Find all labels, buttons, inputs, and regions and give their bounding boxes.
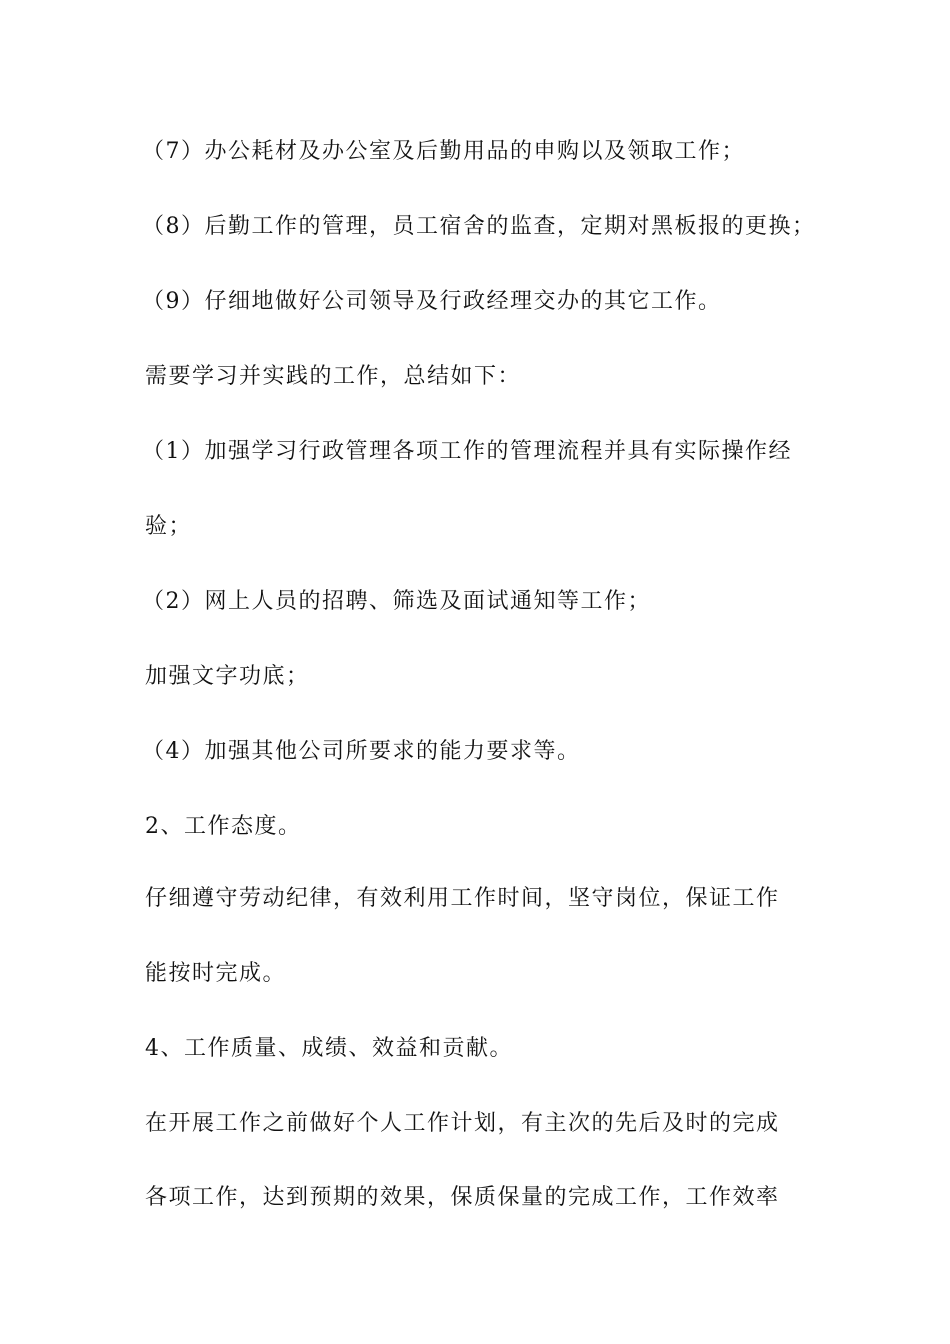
text-line-12: 能按时完成。	[145, 961, 287, 986]
text-line-7: （2）网上人员的招聘、筛选及面试通知等工作；	[142, 589, 651, 614]
text-line-15: 各项工作，达到预期的效果，保质保量的完成工作，工作效率	[145, 1185, 780, 1210]
text-line-9: （4）加强其他公司所要求的能力要求等。	[142, 739, 581, 764]
text-line-6: 验；	[145, 514, 193, 539]
text-line-2: （8）后勤工作的管理，员工宿舍的监查，定期对黑板报的更换；	[142, 214, 816, 239]
text-line-13: 4、工作质量、成绩、效益和贡献。	[145, 1036, 513, 1061]
text-line-8: 加强文字功底；	[145, 664, 310, 689]
text-line-14: 在开展工作之前做好个人工作计划，有主次的先后及时的完成	[145, 1111, 780, 1136]
text-line-10: 2、工作态度。	[145, 814, 302, 839]
text-line-4: 需要学习并实践的工作，总结如下：	[145, 364, 522, 389]
text-line-5: （1）加强学习行政管理各项工作的管理流程并具有实际操作经	[142, 439, 792, 464]
text-line-3: （9）仔细地做好公司领导及行政经理交办的其它工作。	[142, 289, 722, 314]
text-line-1: （7）办公耗材及办公室及后勤用品的申购以及领取工作；	[142, 139, 745, 164]
text-line-11: 仔细遵守劳动纪律，有效利用工作时间，坚守岗位，保证工作	[145, 886, 780, 911]
